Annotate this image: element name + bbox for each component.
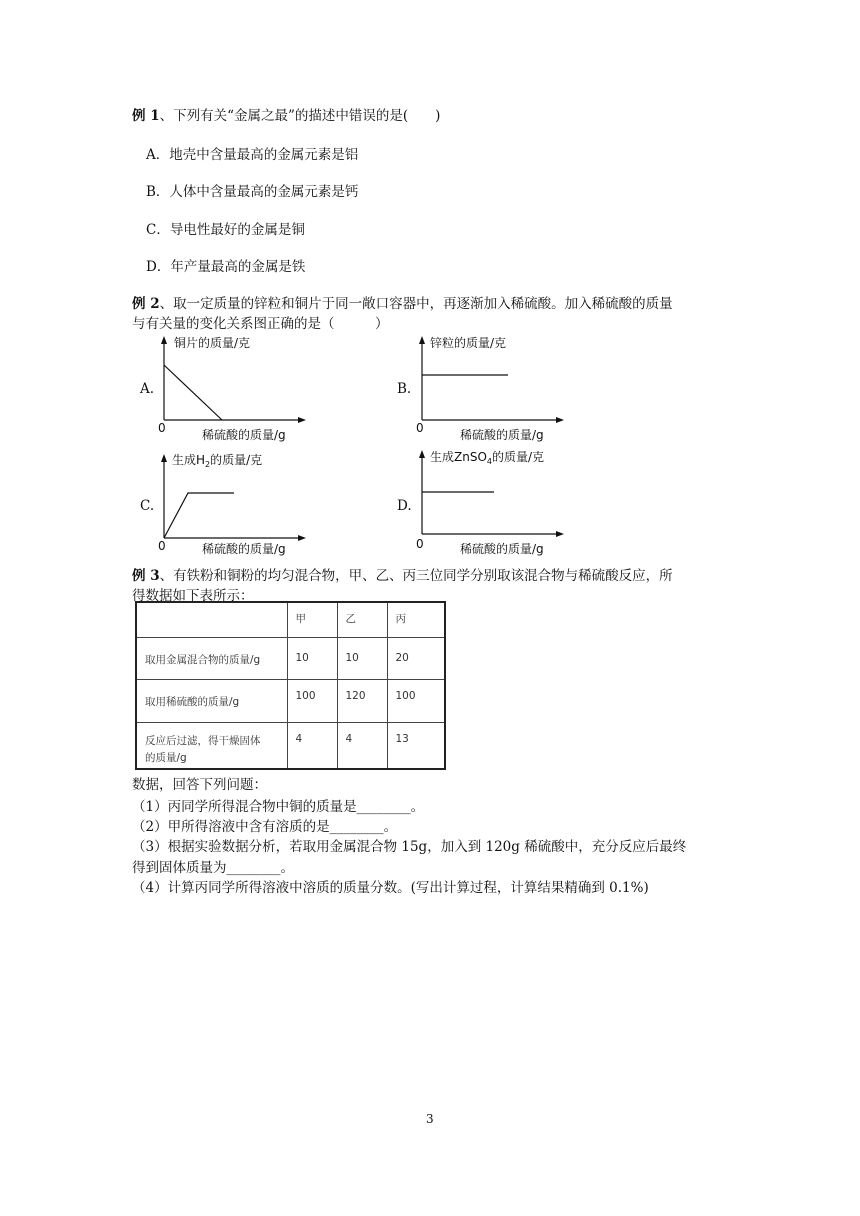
q3-stem-line2: 得数据如下表所示： bbox=[132, 588, 254, 604]
graph-c-xlabel: 稀硫酸的质量/g bbox=[202, 542, 286, 556]
graph-b-origin: 0 bbox=[416, 421, 424, 435]
q2-stem-line1 bbox=[132, 292, 673, 312]
graph-a-xlabel: 稀硫酸的质量/g bbox=[202, 428, 286, 442]
q3-stem-line1 bbox=[132, 564, 673, 584]
table-row-label: 取用稀硫酸的质量/g bbox=[137, 679, 287, 722]
q3-sub-1: （1）丙同学所得混合物中铜的质量是________。 bbox=[132, 799, 425, 815]
q1-option-b: B．人体中含量最高的金属元素是钙 bbox=[146, 184, 359, 200]
graph-a-letter: A. bbox=[140, 381, 155, 397]
q1-option-c: C．导电性最好的金属是铜 bbox=[146, 222, 305, 238]
q2-stem-line2: 与有关量的变化关系图正确的是（ ） bbox=[132, 316, 389, 332]
table-header-row bbox=[137, 603, 444, 637]
graph-c-letter: C. bbox=[140, 498, 155, 514]
page-number: 3 bbox=[426, 1112, 434, 1126]
graph-c-x-arrow bbox=[298, 535, 306, 541]
q1-stem bbox=[132, 104, 440, 124]
table-header-cell bbox=[137, 603, 287, 637]
table-header-cell: 甲 bbox=[287, 603, 337, 637]
table-header-cell: 丙 bbox=[387, 603, 444, 637]
graph-b-y-arrow bbox=[419, 336, 425, 344]
graph-d-xlabel: 稀硫酸的质量/g bbox=[460, 542, 544, 556]
table-row bbox=[137, 637, 444, 679]
data-table bbox=[135, 601, 446, 770]
table-cell: 10 bbox=[287, 637, 337, 679]
graph-b-ylabel: 锌粒的质量/克 bbox=[430, 336, 507, 350]
table-cell: 120 bbox=[337, 679, 387, 722]
table-cell: 4 bbox=[337, 722, 387, 768]
q1-lead: 例 1 bbox=[132, 108, 160, 124]
graph-b-xlabel: 稀硫酸的质量/g bbox=[460, 428, 544, 442]
graph-d-y-arrow bbox=[419, 450, 425, 458]
graph-a-origin: 0 bbox=[158, 421, 166, 435]
table-row bbox=[137, 679, 444, 722]
q3-text: 、有铁粉和铜粉的均匀混合物，甲、乙、丙三位同学分别取该混合物与稀硫酸反应，所 bbox=[159, 568, 673, 584]
table-cell: 4 bbox=[287, 722, 337, 768]
graph-b bbox=[408, 332, 578, 444]
q3-sub-4: （4）计算丙同学所得溶液中溶质的质量分数。(写出计算过程，计算结果精确到 0.1%) bbox=[132, 880, 649, 896]
graph-b-letter: B. bbox=[397, 381, 412, 397]
table-cell: 100 bbox=[387, 679, 444, 722]
graph-a-curve bbox=[164, 365, 222, 420]
graph-a bbox=[150, 332, 320, 444]
q2-lead: 例 2 bbox=[132, 296, 160, 312]
table-row bbox=[137, 722, 444, 768]
graph-d-letter: D. bbox=[397, 498, 412, 514]
graph-c-curve bbox=[164, 493, 234, 538]
table-row-label: 反应后过滤，得干燥固体 的质量/g bbox=[137, 722, 287, 768]
q2-text: 、取一定质量的锌粒和铜片于同一敞口容器中，再逐渐加入稀硫酸。加入稀硫酸的质量 bbox=[159, 296, 673, 312]
graph-c-y-arrow bbox=[161, 454, 167, 462]
q3-sub-3a: （3）根据实验数据分析，若取用金属混合物 15g，加入到 120g 稀硫酸中，充分反应后最终 bbox=[132, 839, 687, 855]
graph-c bbox=[150, 448, 320, 560]
graph-d-origin: 0 bbox=[416, 537, 424, 551]
graph-a-x-arrow bbox=[298, 417, 306, 423]
table-cell: 13 bbox=[387, 722, 444, 768]
table-header-cell: 乙 bbox=[337, 603, 387, 637]
table-cell: 20 bbox=[387, 637, 444, 679]
q3-lead: 例 3 bbox=[132, 568, 160, 584]
q3-after-table: 数据，回答下列问题： bbox=[132, 777, 267, 793]
graph-c-origin: 0 bbox=[158, 539, 166, 553]
q3-sub-2: （2）甲所得溶液中含有溶质的是________。 bbox=[132, 819, 398, 835]
table-cell: 10 bbox=[337, 637, 387, 679]
graph-a-y-arrow bbox=[161, 336, 167, 344]
graph-d-x-arrow bbox=[556, 531, 564, 537]
graph-d bbox=[408, 446, 578, 558]
table-row-label: 取用金属混合物的质量/g bbox=[137, 637, 287, 679]
q1-text: 、下列有关“金属之最”的描述中错误的是( ) bbox=[159, 108, 441, 124]
graph-c-ylabel: 生成$H_2$的质量/克 bbox=[172, 453, 263, 469]
graph-a-ylabel: 铜片的质量/克 bbox=[174, 336, 251, 350]
table-cell: 100 bbox=[287, 679, 337, 722]
q1-option-d: D．年产量最高的金属是铁 bbox=[146, 259, 306, 275]
graph-d-ylabel: 生成ZnSO$_4$的质量/克 bbox=[430, 450, 545, 466]
q3-sub-3b: 得到固体质量为________。 bbox=[132, 860, 294, 876]
graph-b-x-arrow bbox=[556, 417, 564, 423]
q1-option-a: A．地壳中含量最高的金属元素是铝 bbox=[146, 147, 359, 163]
